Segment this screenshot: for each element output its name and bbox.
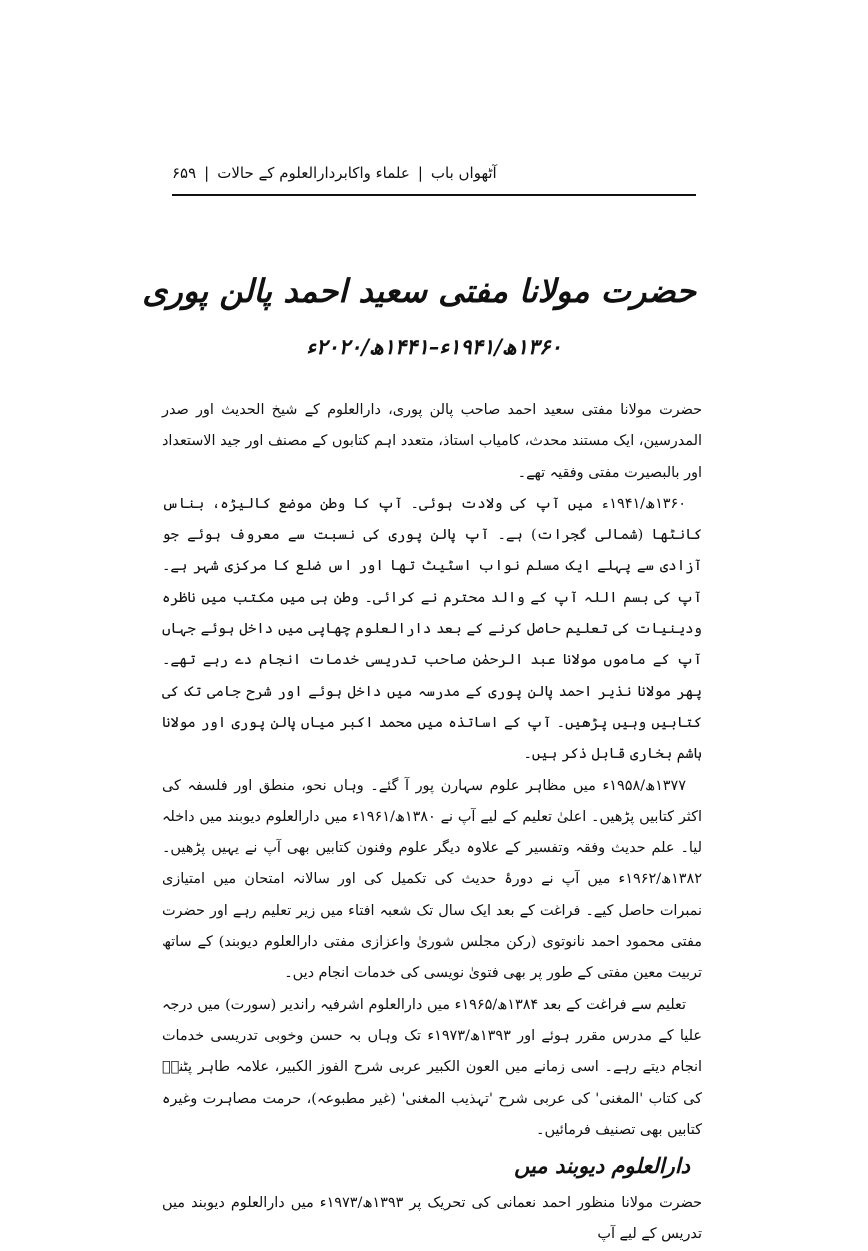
paragraph: ۱۳۶۰ھ/۱۹۴۱ء میں آپ کی ولادت ہوئی۔ آپ کا وطن موضع کالیڑہ، بناس کانٹھا (شمالی گجرات) ہے۔ آپ پالن پوری کی نسبت سے معروف ہوئے جو آزادی سے پہلے ایک مسلم نواب اسٹیٹ تھا اور اس ضلع کا مرکزی شہر ہے۔ آپ کی بسم اللہ آپ کے والد محترم نے کرائی۔ وطن ہی میں مکتب میں ناظرہ ودینیات کی تعلیم حاصل کرنے کے بعد دارالعلوم چھاپی میں داخل ہوئے جہاں آپ کے ماموں مولانا عبد الرحمٰن صاحب تدریسی خدمات انجام دے رہے تھے۔ پھر مولانا نذیر احمد پالن پوری کے مدرسہ میں داخل ہوئے اور شرح جامی تک کی کتابیں وہیں پڑھیں۔ آپ کے اساتذہ میں محمد اکبر میاں پالن پوری اور مولانا ہاشم بخاری قابل ذکر ہیں۔ <box>162 495 702 763</box>
paragraph: حضرت مولانا مفتی سعید احمد صاحب پالن پوری، دارالعلوم کے شیخ الحدیث اور صدر المدرسین، ایک مستند محدث، کامیاب استاذ، متعدد اہم کتابوں کے مصنف اور جید الاستعداد اور بالبصیرت مفتی وفقیہ تھے۔ <box>162 402 702 481</box>
paragraph: تعلیم سے فراغت کے بعد ۱۳۸۴ھ/۱۹۶۵ء میں دارالعلوم اشرفیہ راندیر (سورت) میں درجہ علیا کے مدرس مقرر ہوئے اور ۱۳۹۳ھ/۱۹۷۳ء تک وہاں بہ حسن وخوبی تدریسی خدمات انجام دیتے رہے۔ اسی زمانے میں العون الکبیر عربی شرح الفوز الکبیر، علامہ طاہر پٹنیؒ کی کتاب 'المغنی' کی عربی شرح 'تہذیب المغنی' (غیر مطبوعہ)، حرمت مصاہرت وغیرہ کتابیں بھی تصنیف فرمائیں۔ <box>162 996 702 1138</box>
section-label: علماء واکابردارالعلوم کے حالات <box>217 164 410 182</box>
running-header <box>172 162 696 184</box>
paragraph: ۱۳۷۷ھ/۱۹۵۸ء میں مظاہر علوم سہارن پور آ گئے۔ وہاں نحو، منطق اور فلسفہ کی اکثر کتابیں پڑھیں۔ اعلیٰ تعلیم کے لیے آپ نے ۱۳۸۰ھ/۱۹۶۱ء میں دارالعلوم دیوبند میں داخلہ لیا۔ علم حدیث وفقہ وتفسیر کے علاوہ دیگر علوم وفنون کتابیں بھی آپ نے یہیں پڑھیں۔ ۱۳۸۲ھ/۱۹۶۲ء میں آپ نے دورۂ حدیث کی تکمیل کی اور سالانہ امتحان میں امتیازی نمبرات حاصل کیے۔ فراغت کے بعد ایک سال تک شعبہ افتاء میں زیر تعلیم رہے اور حضرت مفتی محمود احمد نانوتوی (رکن مجلس شوریٰ واعزازی مفتی دارالعلوم دیوبند) کے ساتھ تربیت معین مفتی کے طور پر بھی فتویٰ نویسی کی خدمات انجام دیں۔ <box>162 777 702 982</box>
header-separator: | <box>204 164 210 182</box>
page-number: ۶۵۹ <box>172 164 197 182</box>
article-dates: ۱۳۶۰ھ/۱۹۴۱ء–۱۴۴۱ھ/۲۰۲۰ء <box>306 334 562 359</box>
article-body <box>162 395 702 1251</box>
chapter-label: آٹھواں باب <box>430 164 497 182</box>
header-separator: | <box>417 164 423 182</box>
article-title: حضرت مولانا مفتی سعید احمد پالن پوری <box>142 272 696 310</box>
paragraph: حضرت مولانا منظور احمد نعمانی کی تحریک پر ۱۳۹۳ھ/۱۹۷۳ء میں دارالعلوم دیوبند میں تدریس کے لیے آپ <box>162 1195 702 1243</box>
header-divider <box>172 194 696 196</box>
section-heading: دارالعلوم دیوبند میں <box>514 1153 690 1179</box>
